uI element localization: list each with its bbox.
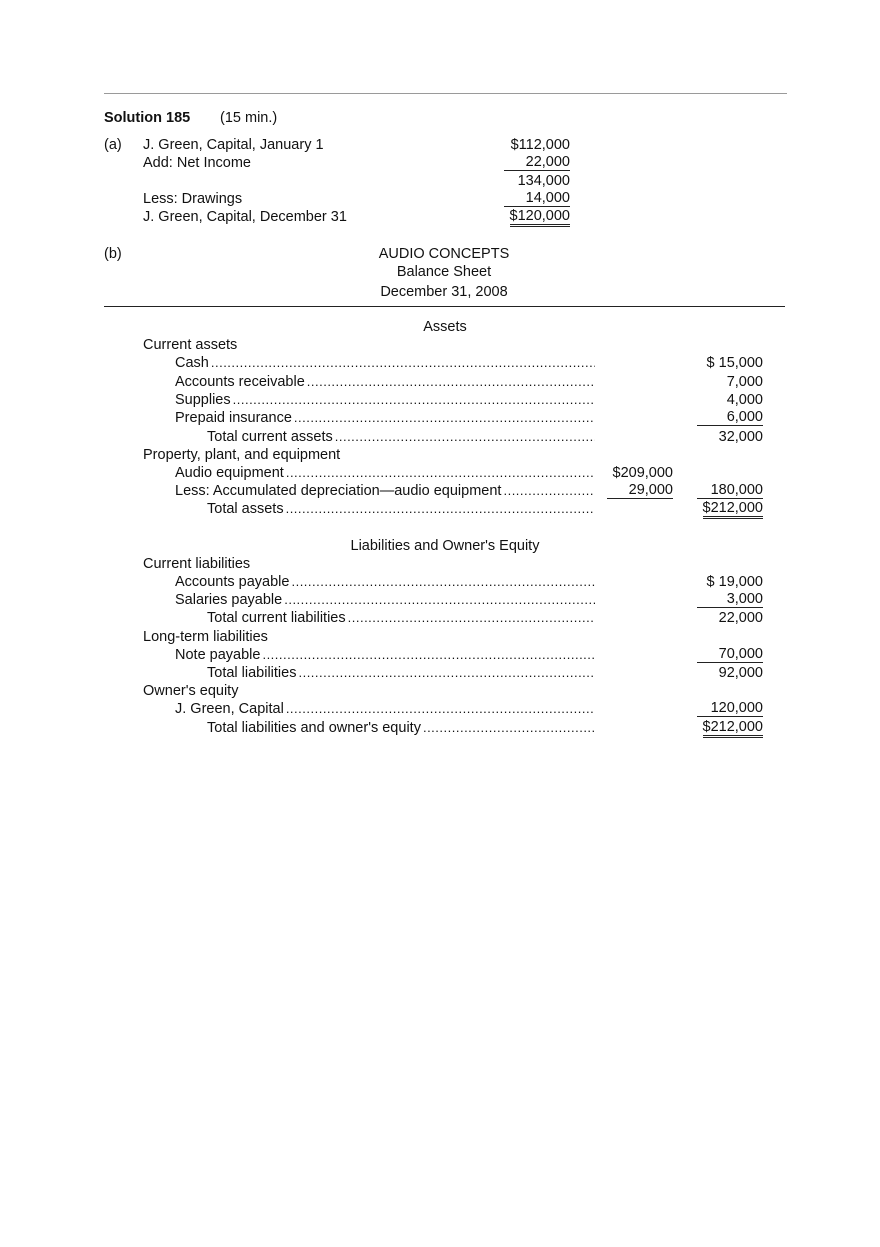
part-a-row-amount: 134,000	[517, 173, 570, 189]
line-amount: 120,000	[697, 700, 763, 717]
line-label: Total assets	[207, 501, 284, 517]
part-a-marker: (a)	[104, 137, 122, 153]
statement-date: December 31, 2008	[380, 284, 508, 300]
part-a-row-amount: 22,000	[504, 154, 570, 171]
line-label: Total liabilities	[207, 665, 297, 681]
part-a-row-label: Add: Net Income	[143, 155, 251, 171]
statement-title: Balance Sheet	[396, 264, 492, 280]
line-amount: 3,000	[697, 591, 763, 608]
line-amount: 6,000	[697, 409, 763, 426]
line-amount: 92,000	[718, 665, 763, 681]
note-payable-row	[0, 646, 880, 664]
solution-time: (15 min.)	[220, 110, 278, 126]
current-liabilities-heading: Current liabilities	[143, 556, 251, 572]
prepaid-insurance-row	[0, 409, 880, 427]
part-a-row-label: Less: Drawings	[143, 191, 243, 207]
total-assets-row	[0, 500, 880, 518]
part-a-row-amount: $120,000	[510, 208, 570, 227]
accounts-payable-row	[0, 573, 880, 591]
cash-row	[0, 354, 880, 372]
supplies-row	[0, 391, 880, 409]
line-amount: $ 19,000	[706, 574, 763, 590]
ppe-heading: Property, plant, and equipment	[143, 447, 341, 463]
line-label: Accounts payable	[175, 574, 290, 590]
total-current-liabilities-row	[0, 609, 880, 627]
accumulated-depreciation-row	[0, 482, 880, 500]
line-amount: 70,000	[697, 646, 763, 663]
line-label: Audio equipment	[175, 465, 284, 481]
line-label: Prepaid insurance	[175, 410, 292, 426]
line-label: Accounts receivable	[175, 374, 305, 390]
part-b-marker: (b)	[104, 246, 122, 262]
line-amount: 32,000	[718, 429, 763, 445]
line-label: Total current assets	[207, 429, 333, 445]
top-rule	[104, 93, 787, 94]
line-amount: $212,000	[703, 719, 763, 738]
line-label: Salaries payable	[175, 592, 283, 608]
company-name: AUDIO CONCEPTS	[378, 246, 510, 262]
line-label: Supplies	[175, 392, 231, 408]
line-amount: 4,000	[726, 392, 763, 408]
line-amount: $212,000	[703, 500, 763, 519]
solution-title: Solution 185	[104, 110, 191, 126]
heading-rule	[104, 306, 785, 307]
total-current-assets-row	[0, 428, 880, 446]
assets-heading: Assets	[423, 319, 467, 335]
line-label: J. Green, Capital	[175, 701, 284, 717]
line-amount: 22,000	[718, 610, 763, 626]
total-liabilities-row	[0, 664, 880, 682]
part-a-row-amount: 14,000	[504, 190, 570, 207]
long-term-liabilities-heading: Long-term liabilities	[143, 629, 268, 645]
part-a-row-label: J. Green, Capital, December 31	[143, 209, 347, 225]
owners-equity-heading: Owner's equity	[143, 683, 239, 699]
line-label: Less: Accumulated depreciation—audio equipment	[175, 483, 502, 499]
part-a-row-label: J. Green, Capital, January 1	[143, 137, 324, 153]
line-label: Total liabilities and owner's equity	[207, 720, 421, 736]
total-liabilities-equity-row	[0, 719, 880, 737]
line-label: Total current liabilities	[207, 610, 346, 626]
part-a-row-amount: $112,000	[510, 137, 570, 153]
current-assets-heading: Current assets	[143, 337, 238, 353]
salaries-payable-row	[0, 591, 880, 609]
line-amount: 29,000	[607, 482, 673, 499]
capital-row	[0, 700, 880, 718]
line-label: Cash	[175, 355, 209, 371]
liabilities-heading: Liabilities and Owner's Equity	[350, 538, 540, 554]
line-amount: $ 15,000	[706, 355, 763, 371]
line-net-amount: 180,000	[697, 482, 763, 499]
line-label: Note payable	[175, 647, 261, 663]
line-amount: 7,000	[726, 374, 763, 390]
accounts-receivable-row	[0, 373, 880, 391]
line-amount: $209,000	[612, 465, 673, 481]
audio-equipment-row	[0, 464, 880, 482]
